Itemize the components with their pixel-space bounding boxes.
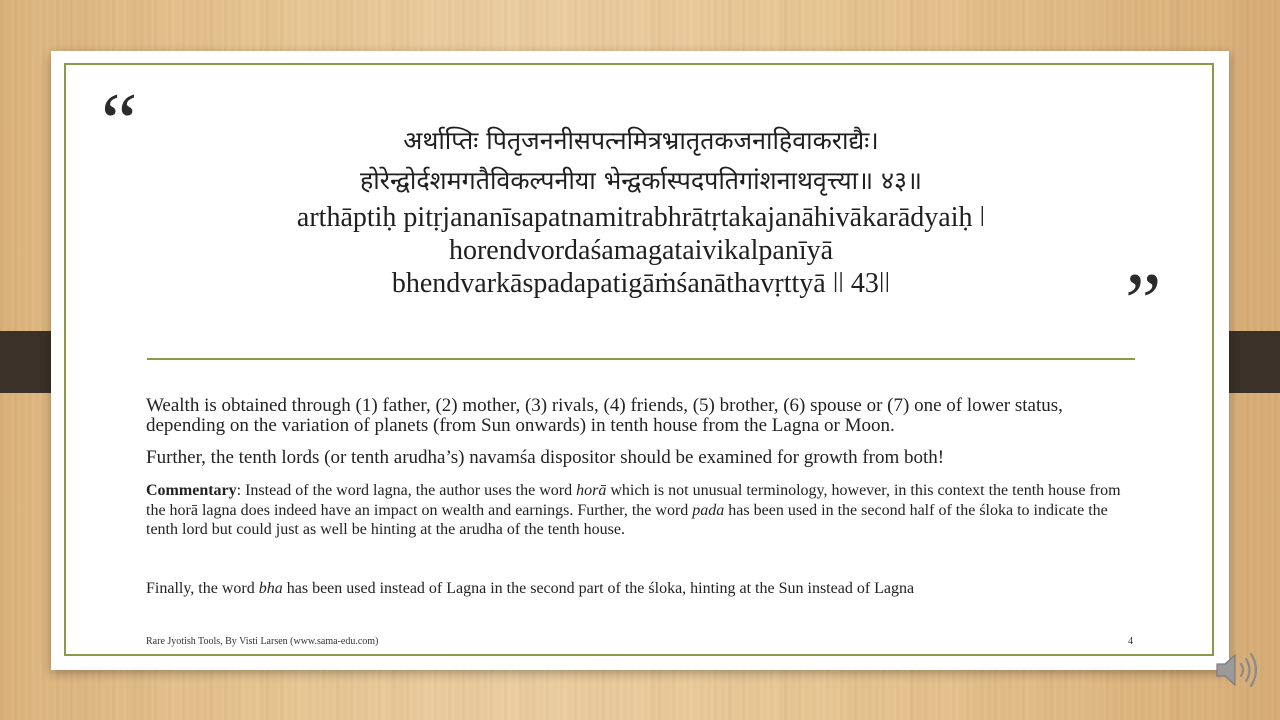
verse-roman-line-1: arthāptiḥ pitṛjananīsapatnamitrabhrātṛtakajanāhivākarādyaiḥ ǀ [296, 202, 986, 233]
verse-devanagari-line-1: अर्थाप्तिः पितृजननीसपत्नमित्रभ्रातृतकजनाहिवाकराद्यैः। [403, 126, 879, 155]
verse-roman-line-2: horendvordaśamagataivikalpanīyā [448, 235, 834, 266]
commentary-text-2: which is not unusual terminology, however, in this context the tenth house from the horā lagna does indeed have an impact on wealth and earnings. Further, the word [146, 482, 1121, 519]
verse-roman-line-3: bhendvarkāspadapatigāṁśanāthavṛttyā ǀǀ 43ǀǀ [391, 268, 891, 299]
commentary-text-1: : Instead of the word lagna, the author uses the word [236, 482, 577, 499]
commentary-text-3: has been used in the second half of the śloka to indicate the tenth lord but could just as well be hinting at the arudha of the tenth house. [146, 501, 1108, 538]
sloka-verse [161, 121, 1121, 300]
decorative-band-left [0, 331, 51, 393]
page-number: 4 [1128, 636, 1133, 647]
commentary-label: Commentary [146, 482, 237, 499]
finally-text-2: has been used instead of Lagna in the second part of the śloka, hinting at the Sun instead of Lagna [282, 580, 915, 597]
closing-quote-mark: ” [1125, 256, 1162, 347]
verse-devanagari-line-2: होरेन्द्वोर्दशमगतैविकल्पनीया भेन्द्वर्कास्पदपतिगांशनाथवृत्त्या॥ ४३॥ [360, 166, 922, 195]
translation-paragraph-2: Further, the tenth lords (or tenth arudha’s) navamśa dispositor should be examined for growth from both! [146, 447, 945, 468]
slide [51, 51, 1229, 670]
finally-term-bha: bha [258, 580, 283, 597]
commentary-term-hora: horā [576, 482, 607, 499]
footer-credit: Rare Jyotish Tools, By Visti Larsen (www.sama-edu.com) [146, 636, 379, 647]
finally-text-1: Finally, the word [146, 580, 259, 597]
commentary-term-pada: pada [692, 501, 725, 519]
opening-quote-mark: “ [101, 76, 138, 167]
commentary-paragraph [146, 481, 1131, 540]
speaker-icon[interactable] [1211, 648, 1267, 692]
divider-line [147, 358, 1135, 360]
finally-paragraph [146, 579, 1146, 598]
translation-paragraph-1: Wealth is obtained through (1) father, (2) mother, (3) rivals, (4) friends, (5) brother, (6) spouse or (7) one of lower status, depending on the variation of planets (from Sun onwards) in tenth house from the Lagna or Moon. [146, 395, 1063, 436]
speaker-icon-graphic [1211, 648, 1267, 692]
